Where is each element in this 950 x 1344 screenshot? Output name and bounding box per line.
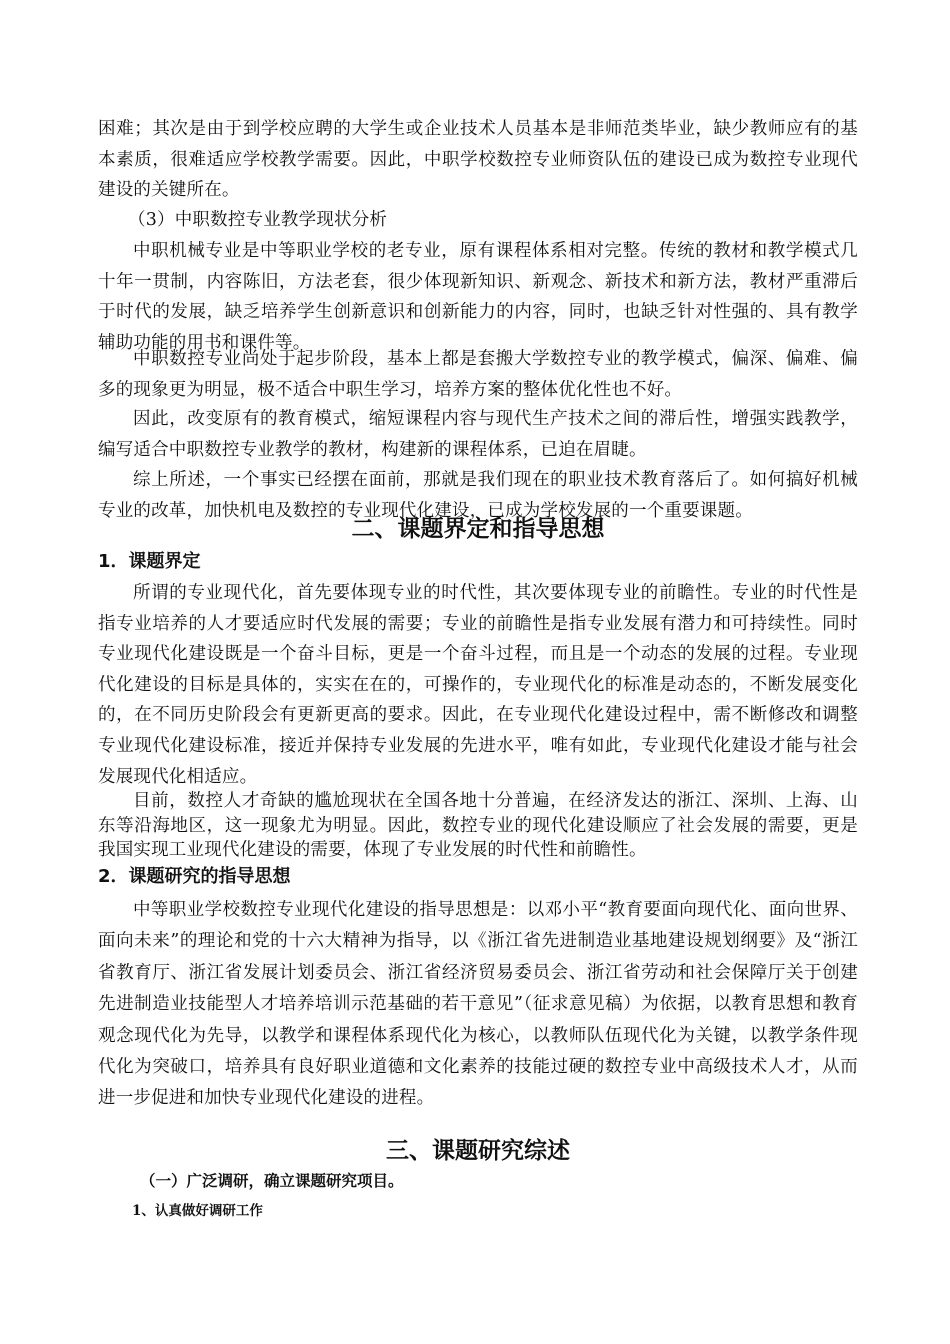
subsection-guiding-heading: 2．课题研究的指导思想 [98, 866, 291, 887]
paragraph-summary: 综上所述，一个事实已经摆在面前，那就是我们现在的职业技术教育落后了。如何搞好机械专业的改革，加快机电及数控的专业现代化建设，已成为学校发展的一个重要课题。 [98, 470, 858, 521]
paragraph-guiding-thought: 中等职业学校数控专业现代化建设的指导思想是：以邓小平“教育要面向现代化、面向世界、面向未来”的理论和党的十六大精神为指导，以《浙江省先进制造业基地建设规划纲要》及“浙江省教育厅、浙江省发展计划委员会、浙江省经济贸易委员会、浙江省劳动和社会保障厅关于创建先进制造业技能型人才培养培训示范基础的若干意见”（征求意见稿）为依据，以教育思想和教育观念现代化为先导，以教学和课程体系现代化为核心，以教师队伍现代化为关键，以教学条件现代化为突破口，培养具有良好职业道德和文化素养的技能过硬的数控专业中高级技术人才，从而进一步促进和加快专业现代化建设的进程。 [98, 900, 858, 1109]
subsection-definition-heading: 1．课题界定 [98, 551, 201, 572]
paragraph-definition: 所谓的专业现代化，首先要体现专业的时代性，其次要体现专业的前瞻性。专业的时代性是指专业培养的人才要适应时代发展的需要；专业的前瞻性是指专业发展有潜力和可持续性。同时专业现代化建设既是一个奋斗目标，更是一个奋斗过程，而且是一个动态的发展的过程。专业现代化建设的目标是具体的，实实在在的，可操作的，专业现代化的标准是动态的，不断发展变化的，在不同历史阶段会有更新更高的要求。因此，在专业现代化建设过程中，需不断修改和调整专业现代化建设标准，接近并保持专业发展的先进水平，唯有如此，专业现代化建设才能与社会发展现代化相适应。 [98, 583, 858, 787]
subheading-teaching-status: （3）中职数控专业教学现状分析 [128, 210, 388, 230]
paragraph-mechanical-major: 中职机械专业是中等职业学校的老专业，原有课程体系相对完整。传统的教材和教学模式几十年一贯制，内容陈旧，方法老套，很少体现新知识、新观念、新技术和新方法，教材严重滞后于时代的发展，缺乏培养学生创新意识和创新能力的内容，同时，也缺乏针对性强的、具有教学辅助功能的用书和课件等。 [98, 241, 858, 353]
section-two-title: 二、课题界定和指导思想 [351, 516, 605, 542]
subsection-research-heading: （一）广泛调研，确立课题研究项目。 [140, 1172, 404, 1190]
paragraph-current-situation: 目前，数控人才奇缺的尴尬现状在全国各地十分普遍，在经济发达的浙江、深圳、上海、山东等沿海地区，这一现象尤为明显。因此，数控专业的现代化建设顺应了社会发展的需要，更是我国实现工业现代化建设的需要，体现了专业发展的时代性和前瞻性。 [98, 791, 858, 860]
paragraph-teacher-quality: 困难；其次是由于到学校应聘的大学生或企业技术人员基本是非师范类毕业，缺少教师应有的基本素质，很难适应学校教学需要。因此，中职学校数控专业师资队伍的建设已成为数控专业现代建设的关键所在。 [98, 119, 858, 201]
section-three-title: 三、课题研究综述 [386, 1137, 570, 1164]
paragraph-therefore: 因此，改变原有的教育模式，缩短课程内容与现代生产技术之间的滞后性，增强实践教学，编写适合中职数控专业教学的教材，构建新的课程体系，已迫在眉睫。 [98, 409, 858, 460]
item-survey-heading: 1、认真做好调研工作 [132, 1203, 263, 1219]
paragraph-cnc-major: 中职数控专业尚处于起步阶段，基本上都是套搬大学数控专业的教学模式，偏深、偏难、偏多的现象更为明显，极不适合中职生学习，培养方案的整体优化性也不好。 [98, 349, 858, 400]
